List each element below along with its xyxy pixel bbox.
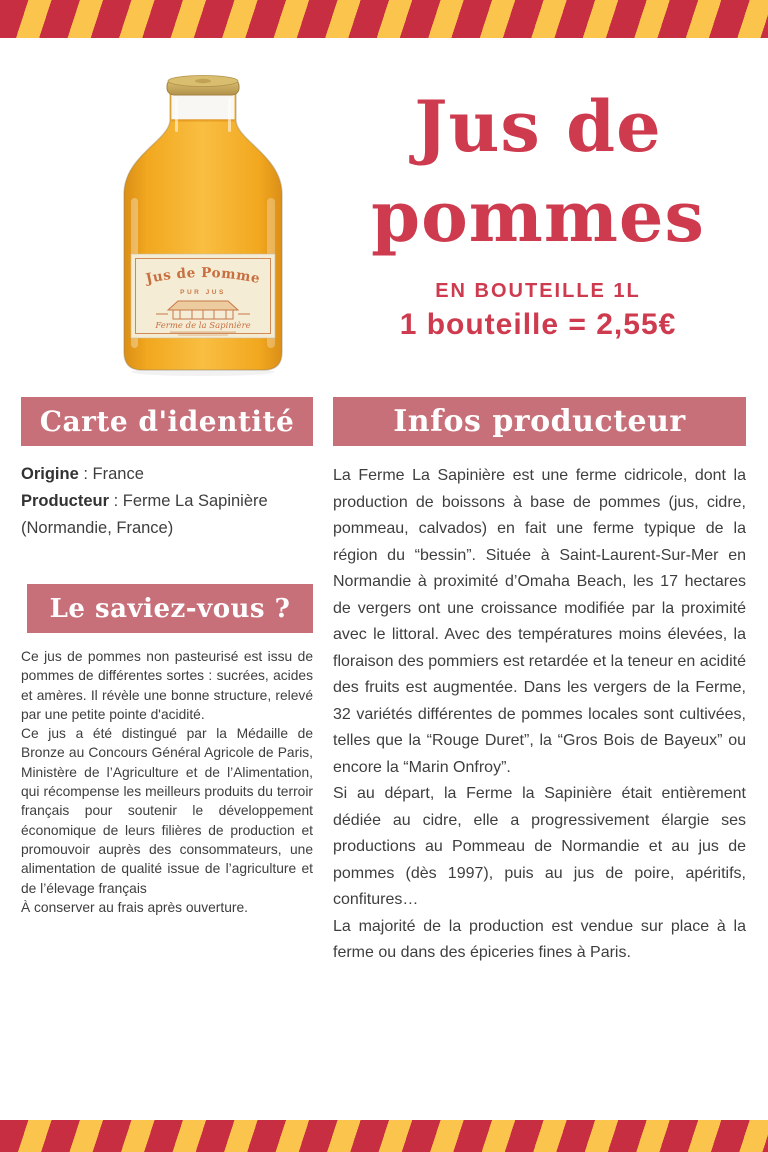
producer-column — [333, 397, 746, 967]
page-title-line2: pommes — [371, 175, 705, 258]
producer-label: Producteur — [21, 492, 110, 510]
hazard-stripe-top — [0, 0, 768, 38]
hero-block — [330, 82, 746, 342]
producer-text — [333, 463, 746, 967]
bottle-label-subtitle: PUR JUS — [180, 289, 226, 296]
didyouknow-paragraph: Ce jus de pommes non pasteurisé est issu de pommes de différentes sortes : sucrées, acides et amères. Il révèle une bonne structure, relevé par une petite pointe d'acidité. — [21, 649, 313, 722]
origin-label: Origine — [21, 465, 79, 483]
section-header-identity: Carte d'identité — [21, 397, 313, 446]
identity-row-producer — [21, 488, 313, 542]
producer-paragraph: La Ferme La Sapinière est une ferme cidricole, dont la production de boissons à base de pommes (jus, cidre, pommeau, calvados) en fait une ferme typique de la région du “bessin”. Située à Saint-Laurent-Sur-Mer en Normandie à proximité d’Omaha Beach, les 17 hectares de vergers ont une croissance modifiée par la proximité avec le littoral. Avec des températures moins élevées, la floraison des pommiers est retardée et la teneur en acidité des fruits est augmentée. Dans les vergers de la Ferme, 32 variétés différentes de pommes locales sont cultivées, telles que la “Rouge Duret”, la “Gros Bois de Bayeux” ou encore la “Marin Onfroy”. — [333, 467, 746, 776]
didyouknow-text — [21, 647, 313, 917]
bottle-label-producer: Ferme de la Sapinière — [155, 321, 251, 331]
product-photo-bottle — [118, 58, 288, 378]
price-line: 1 bouteille = 2,55€ — [399, 308, 677, 341]
identity-column — [21, 397, 313, 917]
hazard-stripe-bottom — [0, 1120, 768, 1152]
page-title-line1: Jus de — [414, 85, 662, 168]
producer-paragraph: Si au départ, la Ferme la Sapinière était entièrement dédiée au cidre, elle a progressivement élargie ses productions au Pommeau de Normandie et au jus de pommes (dès 1997), puis au jus de poire, apéritifs, confitures… — [333, 785, 746, 908]
bottle-cap-icon — [167, 76, 239, 96]
section-header-producer: Infos producteur — [333, 397, 746, 446]
producer-paragraph: La majorité de la production est vendue sur place à la ferme ou dans des épiceries fines à Paris. — [333, 917, 746, 961]
origin-sep: : — [78, 465, 93, 483]
bottle-label — [131, 254, 275, 338]
didyouknow-paragraph: À conserver au frais après ouverture. — [21, 899, 248, 915]
identity-rows — [21, 461, 313, 542]
packaging-subtitle: EN BOUTEILLE 1L — [435, 280, 641, 302]
identity-row-origin — [21, 461, 313, 488]
didyouknow-paragraph: Ce jus a été distingué par la Médaille de Bronze au Concours Général Agricole de Paris, Ministère de l’Agriculture et de l’Alimentation, qui récompense les meilleurs produits du terroir français pour soutenir le développement économique de leurs filières de production et promouvoir auprès des consommateurs, une alimentation de qualité issue de l’agriculture et de l’élevage français — [21, 726, 313, 896]
origin-value: France — [92, 465, 144, 483]
section-header-didyouknow: Le saviez-vous ? — [27, 584, 313, 633]
producer-sep: : — [109, 492, 123, 510]
producer-value: Ferme La Sapinière (Normandie, France) — [21, 492, 268, 537]
bottle-label-title: Jus de Pomme — [144, 264, 262, 288]
bottle-illustration — [118, 58, 288, 378]
page-title — [330, 82, 746, 262]
